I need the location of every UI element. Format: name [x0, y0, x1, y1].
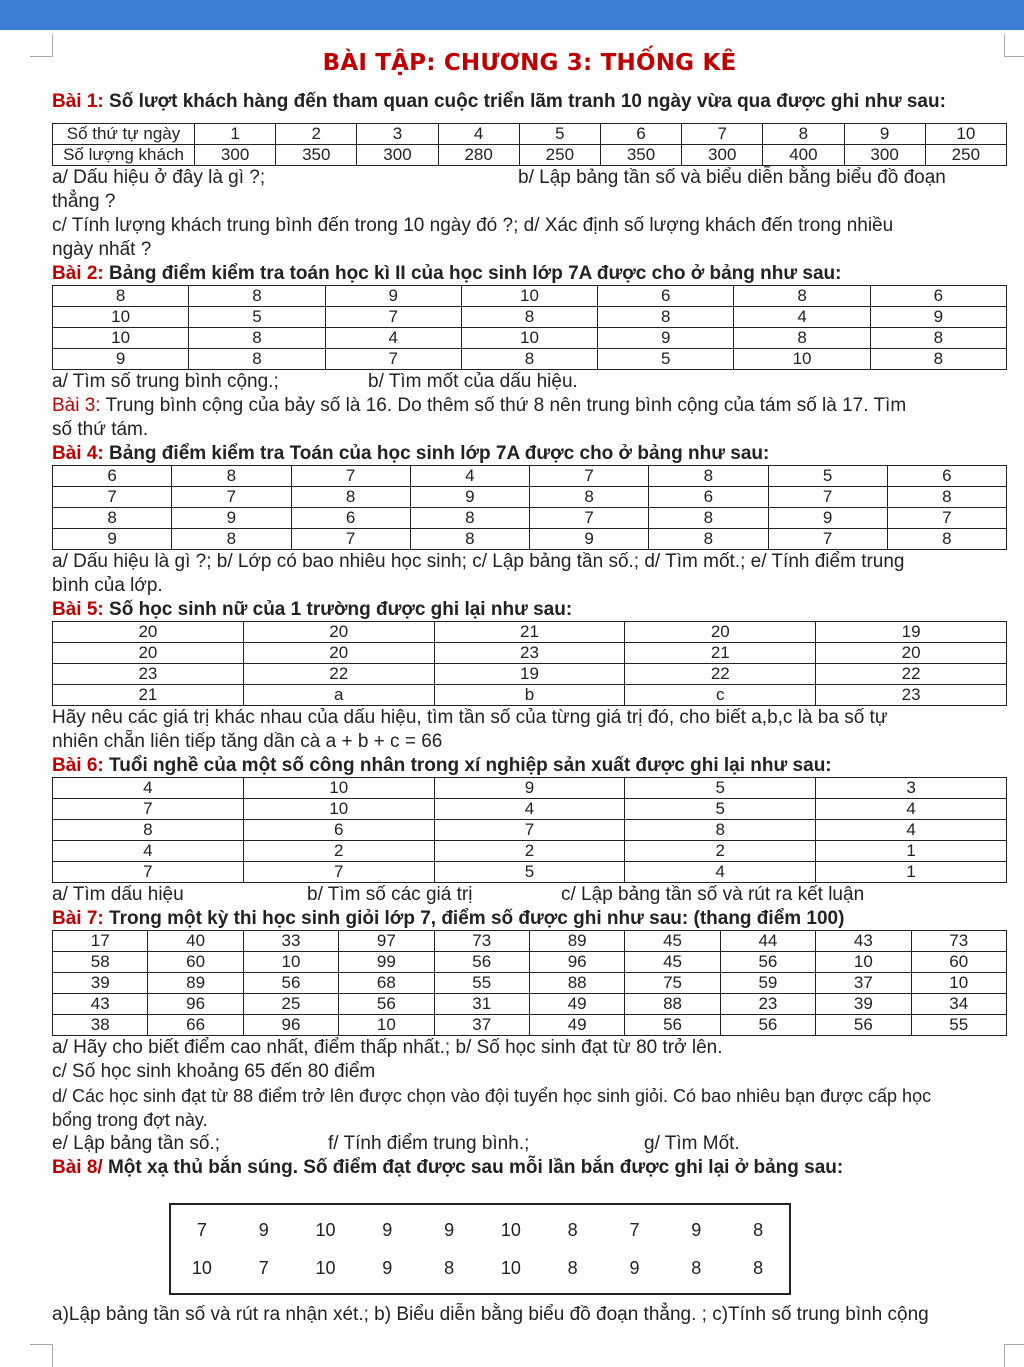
- table-cell: 8: [734, 328, 870, 349]
- table-cell: 8: [763, 124, 844, 145]
- table-row: [53, 328, 1007, 349]
- table-cell: 8: [53, 820, 244, 841]
- table-cell: 49: [529, 1015, 624, 1036]
- table-cell: 7: [682, 124, 763, 145]
- table-row: [53, 487, 1007, 508]
- table-cell: 7: [243, 862, 434, 883]
- table-cell: 8: [172, 529, 291, 550]
- table-cell: 43: [53, 994, 148, 1015]
- table-cell: 19: [816, 622, 1007, 643]
- table-cell: 9: [844, 124, 925, 145]
- table-cell: 10: [243, 778, 434, 799]
- bai7-question-f: f/ Tính điểm trung bình.;: [328, 1133, 530, 1154]
- table-cell: 2: [434, 841, 625, 862]
- table-cell: 60: [148, 952, 243, 973]
- table-header: Số lượng khách: [53, 145, 195, 166]
- table-cell: 8: [291, 487, 410, 508]
- document-page: [52, 40, 1007, 1327]
- table-cell: 7: [530, 508, 649, 529]
- table-cell: 4: [816, 799, 1007, 820]
- table-cell: 5: [598, 349, 734, 370]
- table-cell: 8: [461, 349, 597, 370]
- table-cell: 21: [53, 685, 244, 706]
- table-cell: 9: [434, 778, 625, 799]
- table-cell: 10: [461, 328, 597, 349]
- table-cell: 56: [339, 994, 434, 1015]
- table-cell: 55: [434, 973, 529, 994]
- table-cell: 9: [870, 307, 1006, 328]
- table-cell: 6: [243, 820, 434, 841]
- bai4-label: Bài 4:: [52, 443, 104, 464]
- bai1-label: Bài 1:: [52, 91, 104, 112]
- bai5-text: Số học sinh nữ của 1 trường được ghi lại như sau:: [109, 599, 573, 620]
- table-cell: 2: [243, 841, 434, 862]
- table-cell: 7: [258, 1258, 269, 1278]
- table-cell: 8: [410, 529, 529, 550]
- table-cell: 6: [291, 508, 410, 529]
- table-cell: 7: [291, 466, 410, 487]
- bai5-table: [52, 621, 1007, 706]
- table-cell: 5: [768, 466, 887, 487]
- bai2-heading: [52, 262, 1007, 285]
- table-cell: 4: [53, 778, 244, 799]
- table-row: [53, 973, 1007, 994]
- table-cell: 9: [629, 1258, 640, 1278]
- bai3-label: Bài 3:: [52, 395, 101, 416]
- table-cell: 58: [53, 952, 148, 973]
- table-cell: 1: [816, 841, 1007, 862]
- table-row: [53, 349, 1007, 370]
- table-cell: 5: [625, 799, 816, 820]
- table-row: [53, 685, 1007, 706]
- bai8-label: Bài 8/: [52, 1157, 103, 1178]
- table-cell: 9: [53, 349, 189, 370]
- table-cell: 400: [763, 145, 844, 166]
- table-cell: 9: [325, 286, 461, 307]
- table-cell: 4: [734, 307, 870, 328]
- table-cell: 34: [911, 994, 1006, 1015]
- table-cell: 7: [887, 508, 1006, 529]
- table-row: [53, 799, 1007, 820]
- table-cell: 8: [625, 820, 816, 841]
- table-row: [53, 622, 1007, 643]
- bai8-text: Một xạ thủ bắn súng. Số điểm đạt được sau mỗi lần bắn được ghi lại ở bảng sau:: [107, 1157, 844, 1178]
- table-cell: 4: [434, 799, 625, 820]
- table-cell: 89: [529, 931, 624, 952]
- bai5-label: Bài 5:: [52, 599, 104, 620]
- table-cell: 19: [434, 664, 625, 685]
- bai1-heading: [52, 90, 1007, 113]
- table-cell: 7: [53, 487, 172, 508]
- table-cell: 8: [649, 466, 768, 487]
- table-cell: 9: [172, 508, 291, 529]
- table-cell: 300: [844, 145, 925, 166]
- bai1-question-c: c/ Tính lượng khách trung bình đến trong 10 ngày đó ?; d/ Xác định số lượng khách đến trong nhiều: [52, 215, 894, 236]
- table-cell: 23: [720, 994, 815, 1015]
- table-cell: 73: [911, 931, 1006, 952]
- bai7-label: Bài 7:: [52, 908, 104, 929]
- bai8-table: [171, 1211, 789, 1287]
- table-cell: 9: [382, 1220, 393, 1240]
- table-cell: 68: [339, 973, 434, 994]
- table-cell: 5: [189, 307, 325, 328]
- bai2-label: Bài 2:: [52, 263, 104, 284]
- page-title: BÀI TẬP: CHƯƠNG 3: THỐNG KÊ: [322, 50, 737, 76]
- table-cell: 4: [325, 328, 461, 349]
- table-cell: 31: [434, 994, 529, 1015]
- bai1-question-c2: ngày nhất ?: [52, 239, 152, 260]
- table-cell: 20: [625, 622, 816, 643]
- table-cell: 10: [315, 1258, 336, 1278]
- table-cell: 8: [649, 508, 768, 529]
- table-cell: 22: [243, 664, 434, 685]
- table-cell: 4: [816, 820, 1007, 841]
- table-row: [53, 286, 1007, 307]
- table-cell: 9: [444, 1220, 455, 1240]
- table-cell: 6: [649, 487, 768, 508]
- table-cell: 9: [382, 1258, 393, 1278]
- table-row: [53, 1015, 1007, 1036]
- bai6-question-c: c/ Lập bảng tần số và rút ra kết luận: [561, 884, 865, 905]
- table-cell: 56: [243, 973, 338, 994]
- table-row: [53, 643, 1007, 664]
- table-cell: 97: [339, 931, 434, 952]
- table-cell: c: [625, 685, 816, 706]
- table-cell: 37: [434, 1015, 529, 1036]
- table-cell: 8: [172, 466, 291, 487]
- table-cell: 4: [438, 124, 519, 145]
- table-cell: 8: [189, 349, 325, 370]
- table-cell: 10: [911, 973, 1006, 994]
- table-cell: 96: [529, 952, 624, 973]
- table-cell: 7: [53, 862, 244, 883]
- table-cell: 37: [816, 973, 911, 994]
- table-cell: 250: [519, 145, 600, 166]
- table-cell: 10: [461, 286, 597, 307]
- table-cell: 10: [53, 307, 189, 328]
- table-cell: 7: [325, 349, 461, 370]
- bai6-question-a: a/ Tìm dấu hiệu: [52, 884, 184, 905]
- table-cell: 1: [816, 862, 1007, 883]
- bai3-line2: số thứ tám.: [52, 419, 149, 440]
- table-cell: 7: [434, 820, 625, 841]
- table-row: [53, 664, 1007, 685]
- table-cell: 66: [148, 1015, 243, 1036]
- bai2-question-a: a/ Tìm số trung bình cộng.;: [52, 371, 279, 392]
- bai5-heading: [52, 598, 1007, 621]
- table-cell: b: [434, 685, 625, 706]
- bai6-label: Bài 6:: [52, 755, 104, 776]
- table-cell: 17: [53, 931, 148, 952]
- top-bar: [0, 0, 1024, 30]
- bai4-table: [52, 465, 1007, 550]
- table-cell: 88: [625, 994, 720, 1015]
- table-cell: 10: [339, 1015, 434, 1036]
- table-row: [171, 1249, 789, 1287]
- table-cell: 73: [434, 931, 529, 952]
- table-cell: 8: [753, 1258, 764, 1278]
- bai1-question-b: b/ Lập bảng tần số và biểu diễn bằng biểu đồ đoạn: [518, 167, 946, 188]
- table-cell: 9: [768, 508, 887, 529]
- table-cell: 6: [870, 286, 1006, 307]
- table-cell: 56: [816, 1015, 911, 1036]
- table-cell: 350: [600, 145, 681, 166]
- table-cell: 2: [276, 124, 357, 145]
- table-cell: 8: [410, 508, 529, 529]
- table-cell: 44: [720, 931, 815, 952]
- table-cell: 21: [625, 643, 816, 664]
- table-cell: 8: [753, 1220, 764, 1240]
- table-cell: 350: [276, 145, 357, 166]
- table-cell: 5: [434, 862, 625, 883]
- table-cell: 25: [243, 994, 338, 1015]
- table-cell: 300: [195, 145, 276, 166]
- table-cell: 10: [734, 349, 870, 370]
- table-cell: 7: [768, 529, 887, 550]
- table-cell: 75: [625, 973, 720, 994]
- table-cell: 8: [444, 1258, 455, 1278]
- table-cell: 49: [529, 994, 624, 1015]
- table-cell: 9: [691, 1220, 702, 1240]
- bai1-question-a: a/ Dấu hiệu ở đây là gì ?;: [52, 167, 266, 188]
- bai7-question-e: e/ Lập bảng tần số.;: [52, 1133, 220, 1154]
- bai7-question-d2: bổng trong đợt này.: [52, 1110, 208, 1130]
- crop-mark: [30, 1344, 53, 1367]
- bai1-question-b2: thẳng ?: [52, 191, 116, 212]
- table-cell: 21: [434, 622, 625, 643]
- table-cell: 22: [625, 664, 816, 685]
- table-cell: 9: [410, 487, 529, 508]
- table-cell: 20: [816, 643, 1007, 664]
- table-cell: 45: [625, 952, 720, 973]
- table-row: [53, 931, 1007, 952]
- bai8-question: a)Lập bảng tần số và rút ra nhận xét.; b) Biểu diễn bằng biểu đồ đoạn thẳng. ; c)Tính số trung bình cộng: [52, 1304, 929, 1325]
- table-cell: 20: [53, 643, 244, 664]
- table-cell: 40: [148, 931, 243, 952]
- table-cell: 56: [625, 1015, 720, 1036]
- table-cell: 8: [189, 286, 325, 307]
- table-cell: 55: [911, 1015, 1006, 1036]
- table-cell: 6: [600, 124, 681, 145]
- table-cell: 39: [816, 994, 911, 1015]
- bai4-heading: [52, 442, 1007, 465]
- table-cell: 3: [816, 778, 1007, 799]
- table-cell: 56: [720, 1015, 815, 1036]
- table-row: [53, 466, 1007, 487]
- bai7-question-c: c/ Số học sinh khoảng 65 đến 80 điểm: [52, 1061, 376, 1082]
- table-cell: 9: [598, 328, 734, 349]
- bai2-question-b: b/ Tìm mốt của dấu hiệu.: [368, 371, 578, 392]
- bai3-line1: Trung bình cộng của bảy số là 16. Do thêm số thứ 8 nên trung bình cộng của tám số là 17. Tìm: [105, 395, 907, 416]
- table-cell: 43: [816, 931, 911, 952]
- table-cell: 45: [625, 931, 720, 952]
- table-cell: 8: [567, 1220, 578, 1240]
- table-cell: 96: [243, 1015, 338, 1036]
- table-header: Số thứ tự ngày: [53, 124, 195, 145]
- bai1-table: [52, 123, 1007, 166]
- table-cell: 7: [530, 466, 649, 487]
- table-cell: 20: [53, 622, 244, 643]
- table-row: [53, 508, 1007, 529]
- bai6-text: Tuổi nghề của một số công nhân trong xí nghiệp sản xuất được ghi lại như sau:: [109, 755, 832, 776]
- table-cell: 6: [598, 286, 734, 307]
- table-cell: 9: [258, 1220, 269, 1240]
- bai4-question-1: a/ Dấu hiệu là gì ?; b/ Lớp có bao nhiêu học sinh; c/ Lập bảng tần số.; d/ Tìm mốt.; e/ Tính điểm trung: [52, 551, 905, 572]
- table-cell: 10: [816, 952, 911, 973]
- table-cell: 88: [529, 973, 624, 994]
- table-cell: 5: [625, 778, 816, 799]
- table-row: [53, 529, 1007, 550]
- table-row: [53, 862, 1007, 883]
- table-cell: 7: [768, 487, 887, 508]
- table-cell: 89: [148, 973, 243, 994]
- bai5-question-2: nhiên chẵn liên tiếp tăng dần cà a + b + c = 66: [52, 731, 443, 752]
- table-cell: 8: [598, 307, 734, 328]
- table-cell: 10: [191, 1258, 212, 1278]
- table-cell: 60: [911, 952, 1006, 973]
- table-row: [171, 1211, 789, 1249]
- table-cell: 8: [887, 487, 1006, 508]
- table-cell: 23: [53, 664, 244, 685]
- bai4-question-2: bình của lớp.: [52, 575, 163, 596]
- table-cell: 300: [357, 145, 438, 166]
- bai6-table: [52, 777, 1007, 883]
- table-cell: 4: [625, 862, 816, 883]
- table-cell: 10: [243, 799, 434, 820]
- crop-mark: [1004, 34, 1024, 57]
- table-cell: 4: [410, 466, 529, 487]
- bai2-text: Bảng điểm kiểm tra toán học kì II của học sinh lớp 7A được cho ở bảng như sau:: [109, 263, 842, 284]
- table-cell: 33: [243, 931, 338, 952]
- bai4-text: Bảng điểm kiểm tra Toán của học sinh lớp 7A được cho ở bảng như sau:: [109, 443, 770, 464]
- table-cell: 8: [870, 328, 1006, 349]
- table-cell: 96: [148, 994, 243, 1015]
- table-cell: 250: [925, 145, 1006, 166]
- crop-mark: [30, 34, 53, 57]
- table-cell: 9: [530, 529, 649, 550]
- table-row: [53, 841, 1007, 862]
- table-cell: 8: [461, 307, 597, 328]
- table-row: [53, 994, 1007, 1015]
- table-cell: 23: [816, 685, 1007, 706]
- bai3-text: [52, 394, 1007, 418]
- table-cell: 59: [720, 973, 815, 994]
- bai5-question-1: Hãy nêu các giá trị khác nhau của dấu hiệu, tìm tần số của từng giá trị đó, cho biết a,b,c là ba số tự: [52, 707, 888, 728]
- table-cell: 8: [649, 529, 768, 550]
- table-cell: 3: [357, 124, 438, 145]
- table-cell: 8: [887, 529, 1006, 550]
- table-cell: 10: [315, 1220, 336, 1240]
- table-row: [53, 307, 1007, 328]
- table-cell: 2: [625, 841, 816, 862]
- table-cell: 280: [438, 145, 519, 166]
- bai8-heading: [52, 1156, 1007, 1179]
- bai7-table: [52, 930, 1007, 1036]
- table-cell: 10: [500, 1258, 521, 1278]
- table-cell: 1: [195, 124, 276, 145]
- bai6-question-b: b/ Tìm số các giá trị: [307, 884, 473, 905]
- table-cell: 20: [243, 622, 434, 643]
- table-cell: 8: [53, 286, 189, 307]
- bai2-table: [52, 285, 1007, 370]
- table-cell: 8: [53, 508, 172, 529]
- table-cell: 6: [53, 466, 172, 487]
- bai7-question-g: g/ Tìm Mốt.: [644, 1133, 740, 1154]
- bai7-question-d1: d/ Các học sinh đạt từ 88 điểm trở lên được chọn vào đội tuyển học sinh giỏi. Có bao nhiêu bạn được cấp học: [52, 1086, 932, 1106]
- table-cell: 10: [243, 952, 338, 973]
- table-cell: 39: [53, 973, 148, 994]
- table-cell: 22: [816, 664, 1007, 685]
- table-cell: 7: [291, 529, 410, 550]
- table-cell: 4: [53, 841, 244, 862]
- table-cell: 56: [434, 952, 529, 973]
- table-cell: 8: [530, 487, 649, 508]
- table-cell: 20: [243, 643, 434, 664]
- table-cell: 300: [682, 145, 763, 166]
- table-cell: 7: [172, 487, 291, 508]
- bai6-heading: [52, 754, 1007, 777]
- table-cell: 7: [325, 307, 461, 328]
- table-row: [53, 820, 1007, 841]
- table-cell: 10: [53, 328, 189, 349]
- table-cell: 7: [53, 799, 244, 820]
- table-cell: 7: [629, 1220, 640, 1240]
- table-cell: 6: [887, 466, 1006, 487]
- table-cell: 10: [925, 124, 1006, 145]
- table-cell: 99: [339, 952, 434, 973]
- table-cell: 8: [189, 328, 325, 349]
- table-row: [53, 778, 1007, 799]
- table-cell: 38: [53, 1015, 148, 1036]
- table-row: [53, 952, 1007, 973]
- bai7-text: Trong một kỳ thi học sinh giỏi lớp 7, điểm số được ghi như sau: (thang điểm 100): [109, 908, 845, 929]
- bai1-text: Số lượt khách hàng đến tham quan cuộc triển lãm tranh 10 ngày vừa qua được ghi như sau:: [109, 91, 946, 112]
- table-cell: 8: [870, 349, 1006, 370]
- bai7-question-a: a/ Hãy cho biết điểm cao nhất, điểm thấp nhất.; b/ Số học sinh đạt từ 80 trở lên.: [52, 1037, 723, 1058]
- bai8-box: [169, 1203, 791, 1295]
- table-cell: 8: [691, 1258, 702, 1278]
- table-cell: 10: [500, 1220, 521, 1240]
- crop-mark: [1004, 1344, 1024, 1367]
- table-cell: 7: [196, 1220, 207, 1240]
- table-cell: 8: [567, 1258, 578, 1278]
- table-cell: 8: [734, 286, 870, 307]
- table-cell: a: [243, 685, 434, 706]
- table-cell: 23: [434, 643, 625, 664]
- bai7-heading: [52, 907, 1007, 930]
- table-cell: 5: [519, 124, 600, 145]
- table-cell: 56: [720, 952, 815, 973]
- table-cell: 9: [53, 529, 172, 550]
